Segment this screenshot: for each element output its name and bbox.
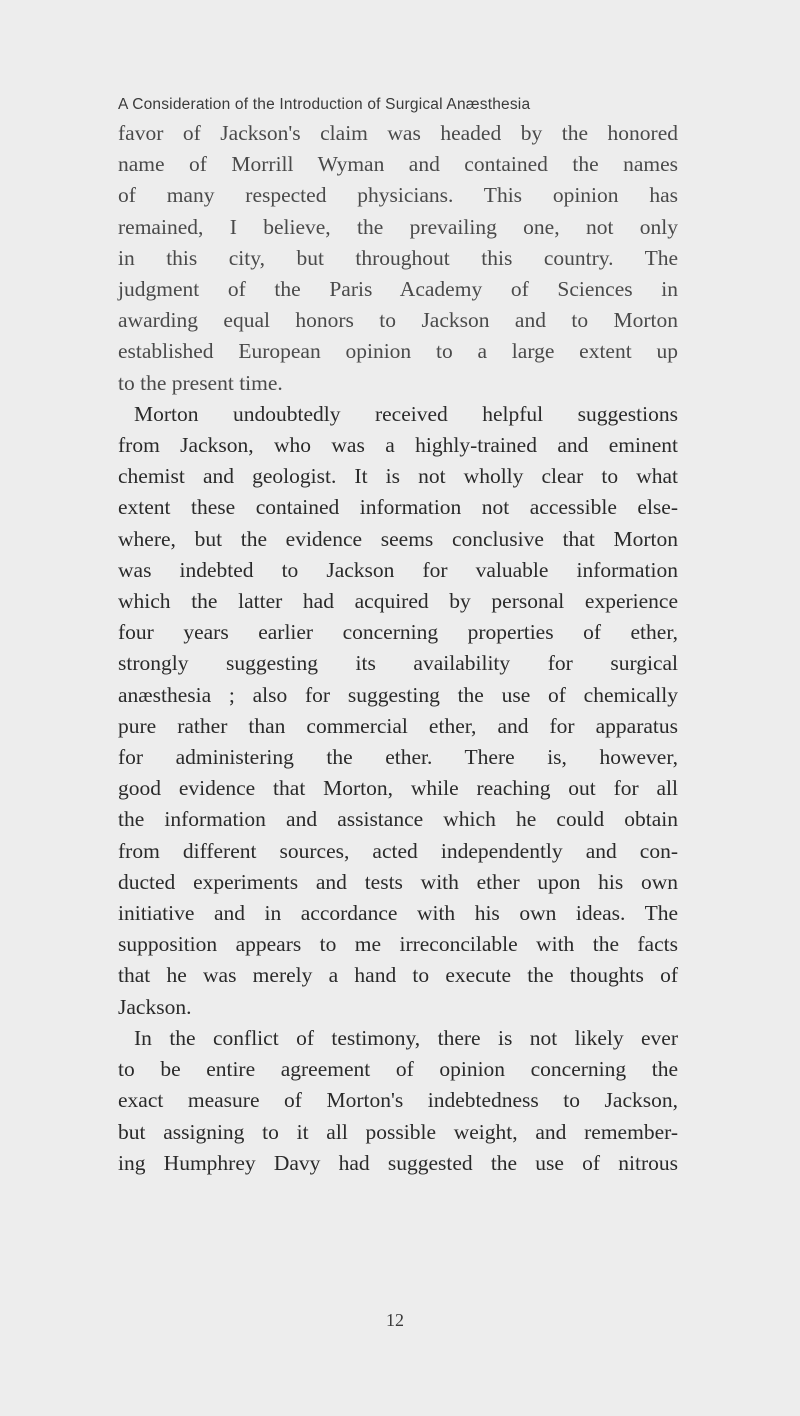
text-line: from different sources, acted independently and con- xyxy=(118,838,678,863)
body-text xyxy=(118,118,678,1179)
text-line: from Jackson, who was a highly-trained and eminent xyxy=(118,433,678,458)
text-line: Jackson. xyxy=(118,994,192,1019)
text-line: of many respected physicians. This opinion has xyxy=(118,183,678,208)
text-line: judgment of the Paris Academy of Sciences in xyxy=(118,277,678,302)
text-line: anæsthesia ; also for suggesting the use of chemically xyxy=(118,682,678,707)
text-line: extent these contained information not accessible else- xyxy=(118,495,678,520)
text-line: but assigning to it all possible weight, and remember- xyxy=(118,1119,678,1144)
text-line: four years earlier concerning properties of ether, xyxy=(118,620,678,645)
text-line: strongly suggesting its availability for surgical xyxy=(118,651,678,676)
text-line: initiative and in accordance with his own ideas. The xyxy=(118,901,678,926)
text-line: was indebted to Jackson for valuable information xyxy=(118,557,678,582)
text-line: pure rather than commercial ether, and for apparatus xyxy=(118,713,678,738)
text-line: the information and assistance which he could obtain xyxy=(118,807,678,832)
text-line: for administering the ether. There is, however, xyxy=(118,745,678,770)
text-line: chemist and geologist. It is not wholly clear to what xyxy=(118,464,678,489)
text-line: good evidence that Morton, while reaching out for all xyxy=(118,776,678,801)
text-line: where, but the evidence seems conclusive that Morton xyxy=(118,526,678,551)
text-line: remained, I believe, the prevailing one, not only xyxy=(118,214,678,239)
text-line: name of Morrill Wyman and contained the names xyxy=(118,152,678,177)
text-line: to be entire agreement of opinion concerning the xyxy=(118,1057,678,1082)
text-line: in this city, but throughout this country. The xyxy=(118,245,678,270)
text-line: favor of Jackson's claim was headed by the honored xyxy=(118,121,678,145)
text-line: supposition appears to me irreconcilable with the facts xyxy=(118,932,678,957)
text-line: which the latter had acquired by personal experience xyxy=(118,589,678,614)
page-number: 12 xyxy=(386,1310,404,1330)
text-line: ing Humphrey Davy had suggested the use of nitrous xyxy=(118,1150,678,1175)
paragraph-start: Morton undoubtedly received helpful suggestions xyxy=(134,401,678,426)
text-line: established European opinion to a large extent up xyxy=(118,339,678,364)
text-line: to the present time. xyxy=(118,370,283,395)
running-head: A Consideration of the Introduction of Surgical Anæsthesia xyxy=(118,96,531,113)
paragraph-start: In the conflict of testimony, there is not likely ever xyxy=(134,1025,678,1050)
text-line: exact measure of Morton's indebtedness to Jackson, xyxy=(118,1088,678,1113)
text-line: that he was merely a hand to execute the thoughts of xyxy=(118,963,678,988)
text-line: ducted experiments and tests with ether upon his own xyxy=(118,869,678,894)
text-line: awarding equal honors to Jackson and to Morton xyxy=(118,308,678,333)
